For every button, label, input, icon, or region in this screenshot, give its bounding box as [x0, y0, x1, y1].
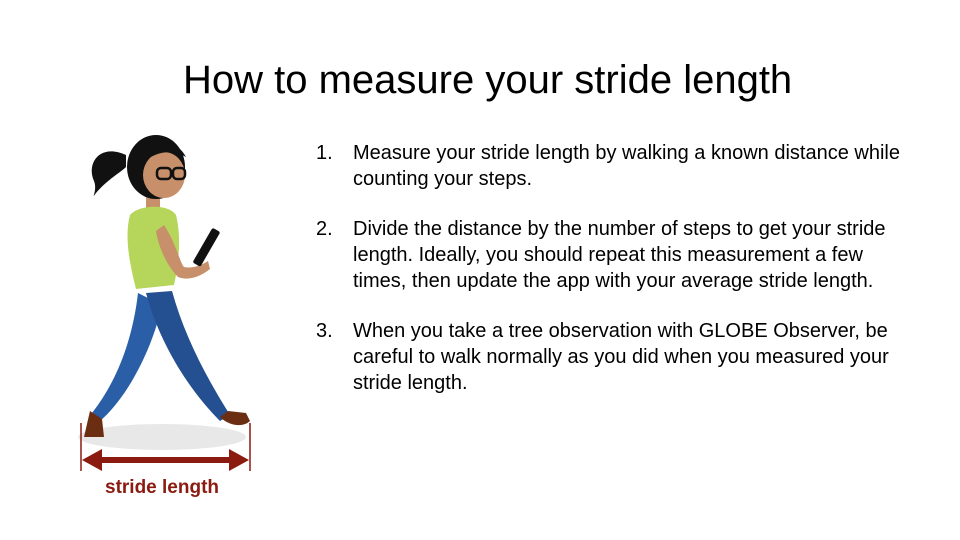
arrow-right-icon: [229, 449, 249, 471]
step-number: 2.: [316, 218, 333, 240]
step-text: When you take a tree observation with GLOBE Observer, be careful to walk normally as you did when you measured your stride length.: [353, 320, 889, 394]
walking-person-illustration: [60, 115, 280, 510]
face: [143, 152, 185, 198]
step-number: 1.: [316, 142, 333, 164]
step-text: Measure your stride length by walking a known distance while counting your steps.: [353, 142, 900, 190]
front-leg: [146, 291, 230, 421]
step-number: 3.: [316, 320, 333, 342]
phone-icon: [193, 228, 221, 267]
arrow-left-icon: [82, 449, 102, 471]
step-text: Divide the distance by the number of steps to get your stride length. Ideally, you should repeat this measurement a few times, then update the app with your average stride length.: [353, 218, 886, 292]
back-leg: [92, 293, 162, 421]
steps-list: [316, 140, 906, 420]
ponytail: [92, 151, 126, 196]
step-item: [316, 140, 906, 192]
stride-length-caption: stride length: [105, 477, 220, 498]
step-item: [316, 318, 906, 396]
walking-person-icon: [60, 115, 280, 510]
step-item: [316, 216, 906, 294]
slide-title: How to measure your stride length: [183, 58, 793, 102]
